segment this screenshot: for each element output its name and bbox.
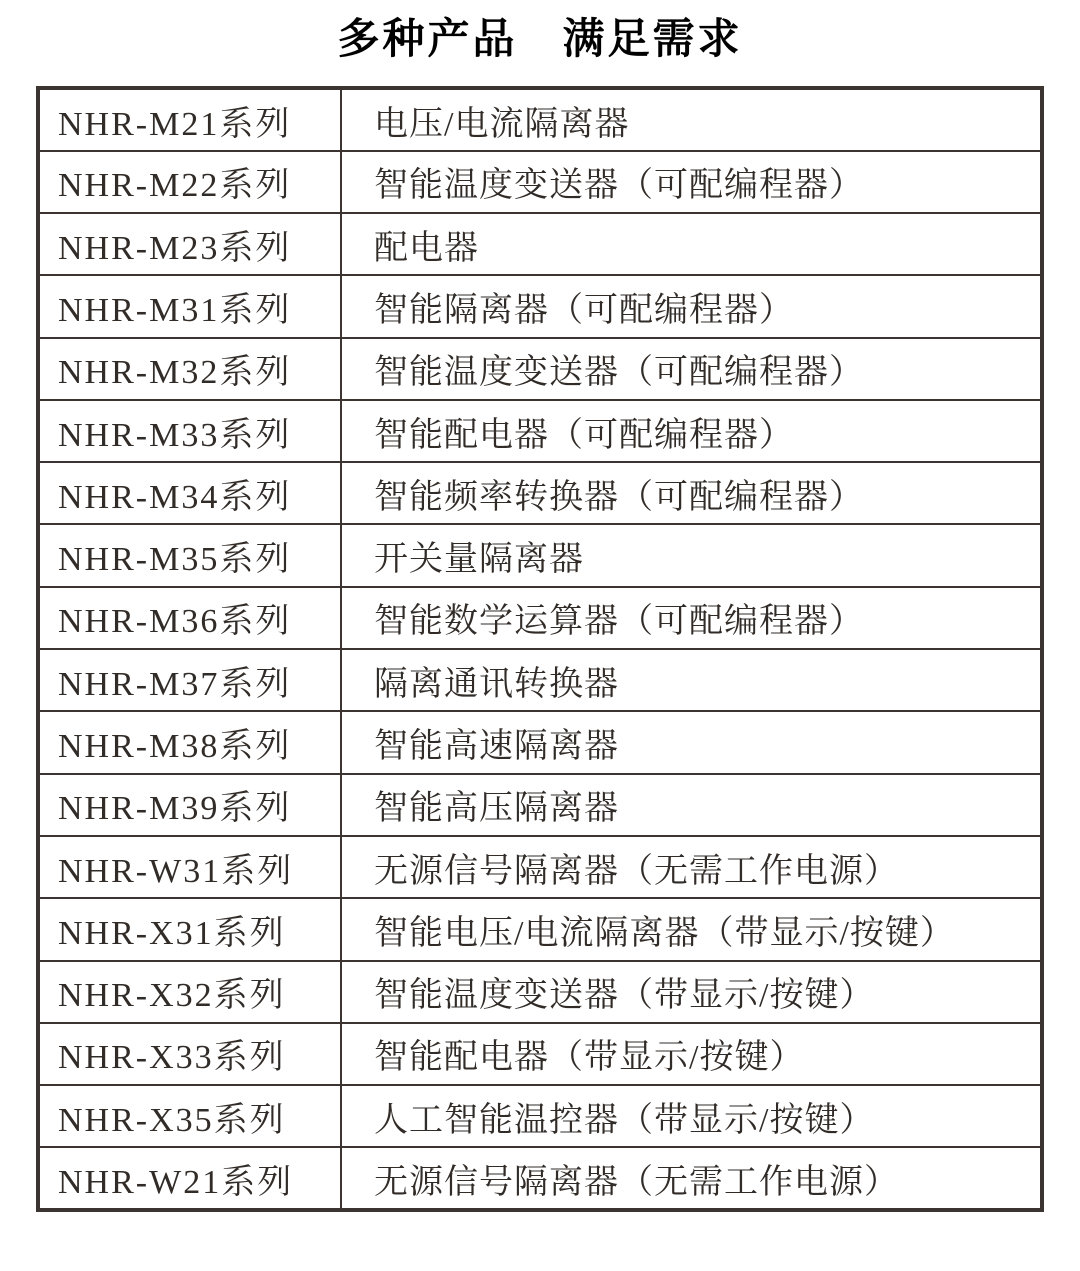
series-cell: NHR-X35系列 (38, 1085, 341, 1147)
series-cell: NHR-W21系列 (38, 1147, 341, 1209)
series-cell: NHR-M32系列 (38, 338, 341, 400)
table-row (38, 338, 1042, 400)
table-row (38, 649, 1042, 711)
table-row (38, 898, 1042, 960)
series-cell: NHR-M21系列 (38, 88, 341, 150)
product-series-table (36, 86, 1044, 1211)
series-cell: NHR-M35系列 (38, 524, 341, 586)
series-cell: NHR-M39系列 (38, 774, 341, 836)
table-row (38, 961, 1042, 1023)
product-cell: 智能数学运算器（可配编程器） (341, 587, 1042, 649)
table-row (38, 88, 1042, 150)
series-cell: NHR-M31系列 (38, 275, 341, 337)
table-row (38, 524, 1042, 586)
product-cell: 智能温度变送器（可配编程器） (341, 338, 1042, 400)
product-cell: 开关量隔离器 (341, 524, 1042, 586)
product-cell: 智能高速隔离器 (341, 711, 1042, 773)
product-cell: 智能温度变送器（可配编程器） (341, 151, 1042, 213)
product-cell: 智能温度变送器（带显示/按键） (341, 961, 1042, 1023)
product-cell: 配电器 (341, 213, 1042, 275)
table-row (38, 711, 1042, 773)
table-row (38, 1147, 1042, 1209)
series-cell: NHR-M23系列 (38, 213, 341, 275)
page-title: 多种产品 满足需求 (337, 15, 743, 62)
table-row (38, 1023, 1042, 1085)
table-row (38, 1085, 1042, 1147)
table-row (38, 774, 1042, 836)
product-cell: 智能频率转换器（可配编程器） (341, 462, 1042, 524)
table-row (38, 213, 1042, 275)
series-cell: NHR-M22系列 (38, 151, 341, 213)
product-cell: 智能高压隔离器 (341, 774, 1042, 836)
series-cell: NHR-X32系列 (38, 961, 341, 1023)
product-cell: 人工智能温控器（带显示/按键） (341, 1085, 1042, 1147)
table-row (38, 151, 1042, 213)
series-cell: NHR-M36系列 (38, 587, 341, 649)
product-cell: 无源信号隔离器（无需工作电源） (341, 1147, 1042, 1209)
table-row (38, 462, 1042, 524)
series-cell: NHR-M34系列 (38, 462, 341, 524)
product-cell: 隔离通讯转换器 (341, 649, 1042, 711)
series-cell: NHR-X33系列 (38, 1023, 341, 1085)
table-row (38, 587, 1042, 649)
product-cell: 电压/电流隔离器 (341, 88, 1042, 150)
product-cell: 智能隔离器（可配编程器） (341, 275, 1042, 337)
product-cell: 智能配电器（带显示/按键） (341, 1023, 1042, 1085)
product-cell: 智能电压/电流隔离器（带显示/按键） (341, 898, 1042, 960)
table-row (38, 836, 1042, 898)
series-cell: NHR-W31系列 (38, 836, 341, 898)
product-table-body (38, 88, 1042, 1209)
table-row (38, 400, 1042, 462)
product-cell: 无源信号隔离器（无需工作电源） (341, 836, 1042, 898)
series-cell: NHR-X31系列 (38, 898, 341, 960)
series-cell: NHR-M37系列 (38, 649, 341, 711)
table-row (38, 275, 1042, 337)
series-cell: NHR-M38系列 (38, 711, 341, 773)
series-cell: NHR-M33系列 (38, 400, 341, 462)
product-cell: 智能配电器（可配编程器） (341, 400, 1042, 462)
